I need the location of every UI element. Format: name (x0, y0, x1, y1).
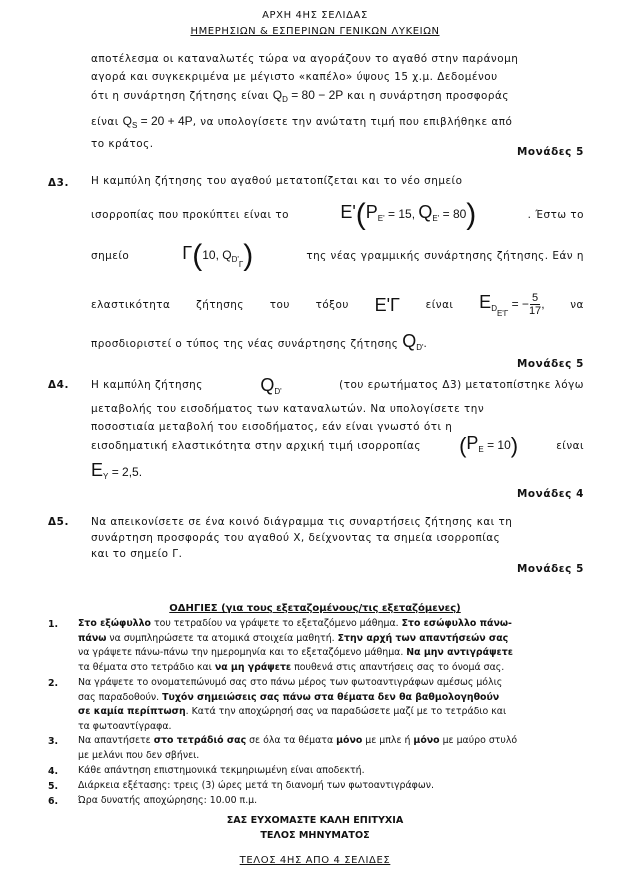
income-elasticity: $E_Y = 2,5$. (91, 460, 143, 481)
instruction-4: Κάθε απάντηση επιστημονικά τεκμηριωμένη είναι αποδεκτή. (78, 765, 365, 776)
instruction-number-1: 1. (48, 619, 59, 630)
demand-curve-label: $Q_{D'}$ (260, 374, 282, 396)
d3-text: του (269, 299, 290, 311)
marks-d5: Μονάδες 5 (516, 563, 584, 575)
intro-line-3 (91, 86, 584, 109)
d4-text: (του ερωτήματος Δ3) μετατοπίστηκε λόγω (339, 379, 584, 391)
header-school-type: ΗΜΕΡΗΣΙΩΝ & ΕΣΠΕΡΙΝΩΝ ΓΕΝΙΚΩΝ ΛΥΚΕΙΩΝ (190, 26, 440, 37)
d3-line-5 (91, 332, 584, 357)
d4-text: εισοδηματική ελαστικότητα στην αρχική τιμή ισορροπίας (91, 440, 421, 452)
new-equilibrium-point: $E'(P_{E'} = 15$, $Q_{E'} = 80$) (340, 198, 477, 231)
instruction-6: Ώρα δυνατής αποχώρησης: 10.00 π.μ. (78, 795, 258, 806)
d3-text: ισορροπίας που προκύπτει είναι το (91, 209, 289, 221)
d3-text: να (570, 299, 584, 311)
closing-end-message: ΤΕΛΟΣ ΜΗΝΥΜΑΤΟΣ (260, 830, 370, 841)
d3-text: ελαστικότητα (91, 299, 171, 311)
d3-text: ζήτησης (196, 299, 244, 311)
closing-wishes: ΣΑΣ ΕΥΧΟΜΑΣΤΕ ΚΑΛΗ ΕΠΙΤΥΧΙΑ (226, 815, 404, 826)
arc-elasticity: $E_{DE'\Gamma}$ = − $\frac{5}{17}$ , (479, 292, 545, 318)
d3-text: είναι (425, 299, 454, 311)
instruction-number-3: 3. (48, 736, 59, 747)
d3-text: . (423, 338, 428, 350)
instruction-number-6: 6. (48, 796, 59, 807)
d3-line-1 (91, 175, 584, 187)
intro-paragraph (91, 50, 584, 153)
instruction-1: Στο εξώφυλλο του τετραδίου να γράψετε το εξεταζόμενο μάθημα. Στο εσώφυλλο πάνω- πάνω να συμπληρώσετε τα ατομικά στοιχεία μαθητή. Στην αρχή των απαντήσεών σας να γράψετε πάνω-πάνω την ημερομηνία και το εξεταζόμενο μάθημα. Να μην αντιγράψετε τα θέματα στο τετράδιο και να μη γράψετε πουθενά στις απαντήσεις σας το όνομά σας. (78, 618, 513, 673)
instruction-5: Διάρκεια εξέτασης: τρεις (3) ώρες μετά τη διανομή των φωτοαντιγράφων. (78, 780, 434, 791)
d4-line-5 (91, 461, 584, 486)
instruction-3: Να απαντήσετε στο τετράδιό σας σε όλα τα θέματα μόνο με μπλε ή μόνο με μαύρο στυλό με μελάνι που δεν σβήνει. (78, 735, 518, 761)
d5-line-1: Να απεικονίσετε σε ένα κοινό διάγραμμα τις συναρτήσεις ζήτησης και τη (91, 516, 513, 528)
question-number-d3: Δ3. (48, 177, 70, 189)
d4-line-4 (91, 432, 584, 460)
d3-line-4 (91, 288, 584, 322)
question-number-d4: Δ4. (48, 379, 70, 391)
point-gamma: Γ(10, $Q_{D'\Gamma}$) (182, 239, 254, 272)
intro-text: και η συνάρτηση προσφοράς (343, 90, 509, 102)
intro-text: είναι (91, 116, 123, 128)
supply-equation: $Q_S = 20 + 4P$ (122, 114, 193, 130)
instruction-number-5: 5. (48, 781, 59, 792)
d3-line-2 (91, 200, 584, 230)
new-demand-function: $Q_{D'}$ (402, 331, 424, 352)
question-number-d5: Δ5. (48, 516, 70, 528)
d4-text: είναι (556, 440, 584, 452)
d5-paragraph (91, 514, 584, 562)
d4-line-1 (91, 372, 584, 398)
d3-text: προσδιοριστεί ο τύπος της νέας συνάρτησης ζήτησης (91, 338, 403, 350)
d5-line-3: και το σημείο Γ. (91, 548, 183, 560)
d4-line-2: μεταβολής του εισοδήματος των καταναλωτών. Να υπολογίσετε την (91, 403, 485, 415)
d3-text: σημείο (91, 250, 130, 262)
d3-text: . Έστω το (527, 209, 584, 221)
instruction-2: Να γράψετε το ονοματεπώνυμό σας στο πάνω μέρος των φωτοαντιγράφων αμέσως μόλις σας παραδοθούν. Τυχόν σημειώσεις σας πάνω στα θέματα δεν θα βαθμολογηθούν σε καμία περίπτωση. Κατά την αποχώρησή σας να παραδώσετε μαζί με το τετράδιο και τα φωτοαντίγραφα. (78, 677, 507, 732)
intro-text: ότι η συνάρτηση ζήτησης είναι (91, 90, 273, 102)
instructions-title: ΟΔΗΓΙΕΣ (για τους εξεταζομένους/τις εξεταζόμενες) (169, 603, 461, 614)
marks-intro: Μονάδες 5 (516, 146, 584, 158)
intro-line-2: αγορά και συγκεκριμένα με μέγιστο «καπέλο» ύψους 15 χ.μ. Δεδομένου (91, 71, 498, 83)
intro-line-5: το κράτος. (91, 138, 154, 150)
intro-text: , να υπολογίσετε την ανώτατη τιμή που επιβλήθηκε από (192, 116, 513, 128)
d3-text: της νέας γραμμικής συνάρτησης ζήτησης. Εάν η (306, 250, 584, 262)
elasticity-fraction: $\frac{5}{17}$ (528, 292, 542, 318)
intro-line-4 (91, 112, 584, 135)
footer-page-end: ΤΕΛΟΣ 4ΗΣ ΑΠΟ 4 ΣΕΛΙΔΕΣ (239, 855, 391, 866)
marks-d4: Μονάδες 4 (516, 488, 584, 500)
header-page-start: ΑΡΧΗ 4ΗΣ ΣΕΛΙΔΑΣ (262, 10, 368, 21)
instruction-number-4: 4. (48, 766, 59, 777)
d5-line-2: συνάρτηση προσφοράς του αγαθού Χ, δείχνοντας τα σημεία ισορροπίας (91, 532, 501, 544)
demand-equation: $Q_D = 80 - 2P$ (272, 88, 344, 104)
d3-line-3 (91, 238, 584, 274)
d4-text: Η καμπύλη ζήτησης (91, 379, 203, 391)
d4-lines-2-3 (91, 400, 584, 436)
d4-line-3: ποσοστιαία μεταβολή του εισοδήματος, εάν είναι γνωστό ότι η (91, 421, 453, 433)
d3-text: Η καμπύλη ζήτησης του αγαθού μετατοπίζεται και το νέο σημείο (91, 175, 463, 187)
marks-d3: Μονάδες 5 (516, 358, 584, 370)
d3-text: τόξου (315, 299, 349, 311)
arc-label: E'Γ (374, 294, 400, 315)
initial-equilibrium-price: $(P_E = 10)$ (459, 433, 519, 458)
instruction-number-2: 2. (48, 678, 59, 689)
intro-line-1: αποτέλεσμα οι καταναλωτές τώρα να αγοράζουν το αγαθό στην παράνομη (91, 53, 519, 65)
